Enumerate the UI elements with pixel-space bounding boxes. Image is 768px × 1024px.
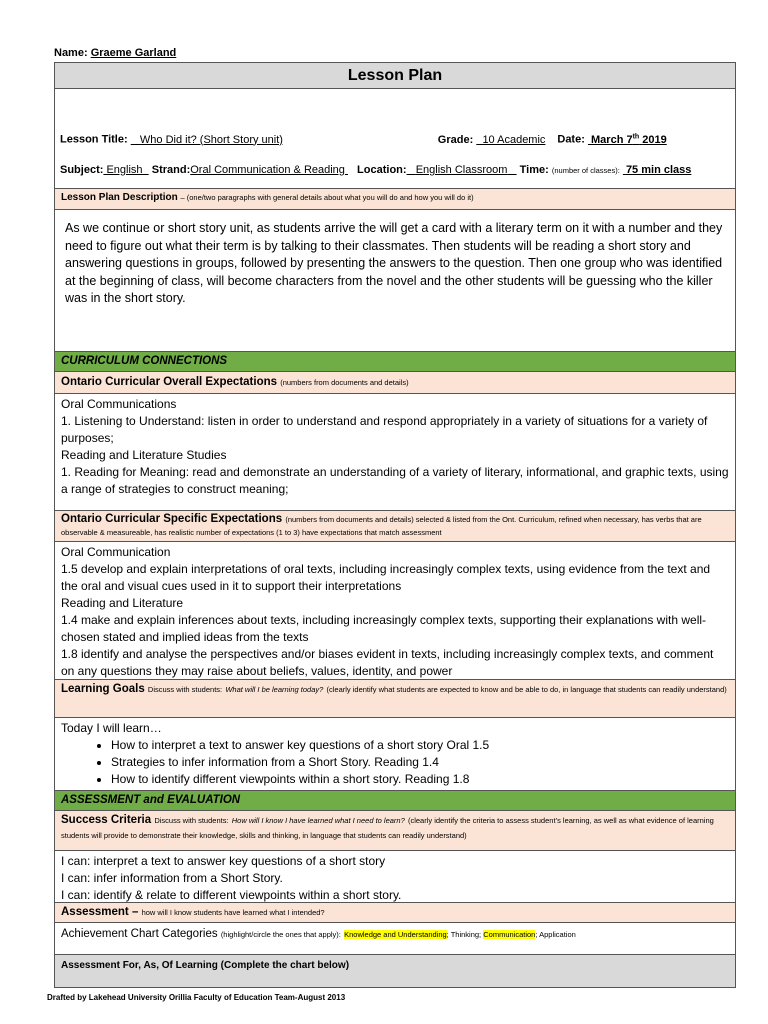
goals-header-note-a: Discuss with students: <box>147 685 223 694</box>
time-label: Time: <box>519 164 549 176</box>
overall-line: Reading and Literature Studies <box>61 448 227 462</box>
form-title: Lesson Plan <box>55 63 735 89</box>
overall-line: 1. Listening to Understand: listen in order to understand and respond appropriately in a variety of situations for a variety of purposes; <box>61 414 708 445</box>
date-value: March 7 <box>591 133 633 146</box>
location-value: English Classroom <box>415 164 508 176</box>
lesson-info <box>55 89 735 189</box>
specific-line: 1.4 make and explain inferences about texts, including increasingly complex texts, supporting their explanations with well-chosen stated and implied ideas from the texts <box>61 613 707 644</box>
grade-value: 10 Academic <box>482 133 546 146</box>
specific-line: Oral Communication <box>61 545 171 559</box>
date-year: 2019 <box>642 133 667 146</box>
date-label: Date: <box>557 133 585 146</box>
strand-field[interactable] <box>190 164 348 176</box>
specific-line: 1.8 identify and analyse the perspectives and/or biases evident in texts, including increasingly complex texts, and comment on any questions they may raise about beliefs, values, identity, and power <box>61 647 714 678</box>
goal-item: • How to interpret a text to answer key questions of a short story Oral 1.5 <box>111 737 729 754</box>
specific-line: Reading and Literature <box>61 596 184 610</box>
specific-header-note: (numbers from documents and details) selected & listed from the Ont. Curriculum, refined when necessary, has verbs that are observable & measureable, has realistic number of expectations (1 to 3) have expectations that match assessment <box>61 515 702 537</box>
success-header-note-b: How will I know I have learned what I need to learn? <box>231 816 405 825</box>
subject-field[interactable] <box>103 164 148 176</box>
time-value: 75 min class <box>625 164 692 176</box>
assessment-evaluation-header: ASSESSMENT and EVALUATION <box>55 791 735 811</box>
success-body[interactable] <box>55 851 735 903</box>
achievement-knowledge[interactable]: Knowledge and Understanding <box>344 930 447 939</box>
goals-header <box>55 680 735 718</box>
assessment-header-label: Assessment – <box>61 906 139 918</box>
assessment-header-note: how will I know students have learned what I intended? <box>141 908 325 917</box>
description-header-note: – (one/two paragraphs with general details about what you will do and how you will do it) <box>180 193 474 202</box>
name-label: Name: <box>54 47 88 59</box>
achievement-note: (highlight/circle the ones that apply): <box>220 930 341 939</box>
achievement-label: Achievement Chart Categories <box>61 928 218 940</box>
success-line: I can: interpret a text to answer key questions of a short story <box>61 854 386 868</box>
achievement-row[interactable] <box>55 923 735 955</box>
success-line: I can: infer information from a Short Story. <box>61 871 283 885</box>
time-note: (number of classes): <box>551 166 620 175</box>
goal-item: • Strategies to infer information from a Short Story. Reading 1.4 <box>111 754 729 771</box>
time-field[interactable] <box>623 164 692 176</box>
specific-header <box>55 511 735 542</box>
specific-line: 1.5 develop and explain interpretations of oral texts, including increasingly complex texts, using evidence from the text and the oral and visual cues used in it to support their interpretations <box>61 562 711 593</box>
goal-item: • How to identify different viewpoints within a short story. Reading 1.8 <box>111 771 729 788</box>
subject-label: Subject: <box>60 164 104 176</box>
assess-for-row: Assessment For, As, Of Learning (Complete the chart below) <box>55 955 735 988</box>
success-header-label: Success Criteria <box>61 814 152 826</box>
strand-label: Strand: <box>151 164 191 176</box>
success-header <box>55 811 735 851</box>
achievement-separator: ; Application <box>535 930 576 939</box>
success-header-note-a: Discuss with students: <box>154 816 229 825</box>
curriculum-header: CURRICULUM CONNECTIONS <box>55 352 735 372</box>
overall-line: 1. Reading for Meaning: read and demonstrate an understanding of a variety of literary, informational, and graphic texts, using a range of strategies to construct meaning; <box>61 465 729 496</box>
grade-label: Grade: <box>437 133 474 146</box>
grade-field[interactable] <box>476 134 554 146</box>
subject-value: English <box>106 164 143 176</box>
goals-header-label: Learning Goals <box>61 683 145 695</box>
date-sup: th <box>632 133 640 140</box>
success-line: I can: identify & relate to different viewpoints within a short story. <box>61 888 402 902</box>
lesson-title-value: Who Did it? (Short Story unit) <box>139 133 283 146</box>
lesson-info-line-1 <box>60 133 732 146</box>
goals-list <box>61 737 729 788</box>
location-field[interactable] <box>407 164 517 176</box>
lesson-title-field[interactable] <box>131 134 431 146</box>
goals-header-note-b: What will I be learning today? <box>225 685 324 694</box>
strand-value: Oral Communication & Reading <box>190 164 345 176</box>
achievement-communication[interactable]: Communication <box>483 930 536 939</box>
date-field[interactable] <box>588 134 667 146</box>
goals-intro: Today I will learn… <box>61 721 162 735</box>
overall-header <box>55 372 735 394</box>
goals-header-note-c: (clearly identify what students are expected to know and be able to do, in language that students can readily understand) <box>326 685 727 694</box>
overall-header-label: Ontario Curricular Overall Expectations <box>61 376 278 388</box>
goals-body[interactable] <box>55 718 735 791</box>
lesson-info-line-2 <box>60 164 732 176</box>
location-label: Location: <box>357 164 407 176</box>
achievement-separator: ; Thinking; <box>446 930 484 939</box>
assessment-header <box>55 903 735 923</box>
specific-header-label: Ontario Curricular Specific Expectations <box>61 513 283 525</box>
success-header-note-c: (clearly identify the criteria to assess student’s learning, as well as what evidence of learning students will provide to demonstrate their knowledge, skills and thinking, in language that students can readily understand) <box>61 816 714 840</box>
overall-line: Oral Communications <box>61 397 177 411</box>
description-header <box>55 189 735 210</box>
description-header-label: Lesson Plan Description <box>61 192 178 203</box>
description-body[interactable]: As we continue or short story unit, as students arrive the will get a card with a literary term on it with a number and they need to figure out what their term is by talking to their classmates. Then students will be reading a short story and answering questions in groups, followed by presenting the answers to the question. Then one group who was identified at the beginning of class, will become characters from the novel and the other students will be guessing who the killer was in the short story. <box>55 210 735 352</box>
name-value: Graeme Garland <box>90 47 177 59</box>
specific-body[interactable] <box>55 542 735 680</box>
lesson-title-label: Lesson Title: <box>60 133 128 146</box>
lesson-plan-form <box>54 62 736 988</box>
name-line <box>54 47 176 59</box>
overall-body[interactable] <box>55 394 735 511</box>
overall-header-note: (numbers from documents and details) <box>280 378 409 387</box>
footer: Drafted by Lakehead University Orillia Faculty of Education Team-August 2013 <box>47 993 346 1002</box>
